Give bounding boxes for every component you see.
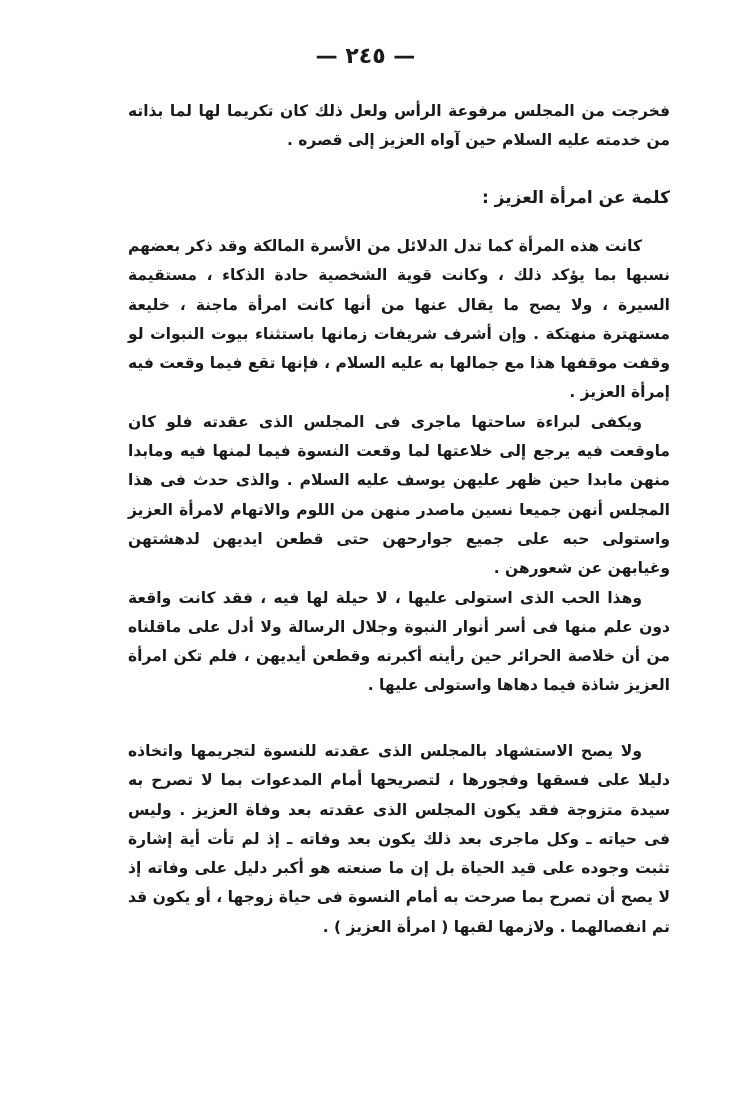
closing-paragraph-block (128, 737, 670, 942)
body-paragraph: وهذا الحب الذى استولى عليها ، لا حيلة لها فيه ، فقد كانت واقعة دون علم منها فى أسر أنوار النبوة وجلال الرسالة ولا أدل على ماقلناه من أن خلاصة الحرائر حين رأينه أكبرنه وقطعن أيديهن ، فلم تكن امرأة العزيز شاذة فيما دهاها واستولى عليها . (128, 588, 670, 695)
intro-paragraph-block (128, 97, 670, 156)
intro-paragraph: فخرجت من المجلس مرفوعة الرأس ولعل ذلك كان تكريما لها لما بذاته من خدمته عليه السلام حين آواه العزيز إلى قصره . (128, 102, 670, 150)
body-paragraphs-block (128, 232, 670, 701)
body-paragraph: كانت هذه المرأة كما تدل الدلائل من الأسرة المالكة وقد ذكر بعضهم نسبها بما يؤكد ذلك ، وكانت قوية الشخصية حادة الذكاء ، مستقيمة السيرة ، ولا يصح ما يقال عنها من أنها كانت امرأة ماجنة ، خليعة مستهترة منهتكة . وإن أشرف شريفات زمانها باستثناء بيوت النبوات لو وقفت موقفها هذا مع جمالها به عليه السلام ، فإنها تقع فيما وقعت فيه إمرأة العزيز . (128, 237, 670, 402)
page-number: — ٢٤٥ — (315, 44, 416, 69)
body-paragraph: ويكفى لبراءة ساحتها ماجرى فى المجلس الذى عقدته فلو كان ماوقعت فيه يرجع إلى خلاعتها لما وقعت النسوة فيما لمنها فيه ومابدا منهن مابدا حين ظهر عليهن يوسف عليه السلام . والذى حدث فى هذا المجلس أنهن جميعا نسين ماصدر منهن من اللوم والاتهام لامرأة العزيز واستولى حبه على جميع جوارحهن حتى قطعن ايديهن لدهشتهن وغيابهن عن شعورهن . (128, 412, 670, 578)
closing-paragraph: ولا يصح الاستشهاد بالمجلس الذى عقدته للنسوة لتجريمها واتخاذه دليلا على فسقها وفجورها ، لتصريحها أمام المدعوات بما لا تصرح به سيدة متزوجة فقد يكون المجلس الذى عقدته بعد وفاة العزيز . وليس فى حياته ـ وكل ماجرى بعد ذلك يكون بعد وفاته ـ إذ لم تأت أية إشارة تثبت وجوده على قيد الحياة بل إن ما صنعته هو أكبر دليل على وفاته إذ لا يصح أن تصرح بما صرحت به أمام النسوة فى حياة زوجها ، أو يكون قد تم انفصالهما . ولازمها لقبها ( امرأة العزيز ) . (128, 742, 670, 936)
section-heading: كلمة عن امرأة العزيز : (481, 188, 670, 208)
